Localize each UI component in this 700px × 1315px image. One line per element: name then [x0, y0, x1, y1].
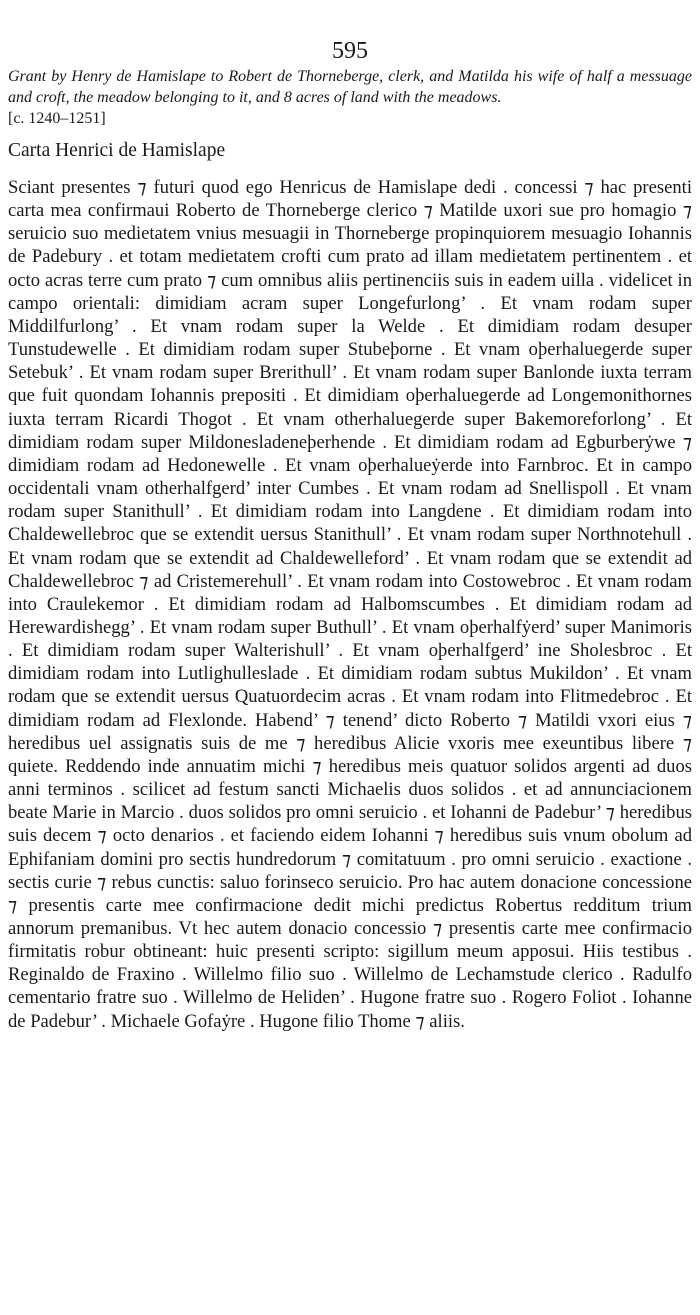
charter-date: [c. 1240–1251]	[8, 110, 106, 127]
page-number: 595	[332, 38, 368, 64]
charter-title: Carta Henrici de Hamislape	[8, 140, 226, 161]
document-page	[8, 36, 692, 1033]
charter-body-text: Sciant presentes ⁊ futuri quod ego Henricus de Hamislape dedi . concessi ⁊ hac presenti carta mea confirmaui Roberto de Thorneberge clerico ⁊ Matilde uxori sue pro homagio ⁊ seruicio suo medietatem vnius mesuagii in Thorneberge propinquiorem mesuagio Iohannis de Padebury . et totam medietatem crofti cum prato ad illam medietatem pertinentem . et octo acras terre cum prato ⁊ cum omnibus aliis pertinenciis suis in eadem uilla . videlicet in campo orientali: dimidiam acram super Longefurlong’ . Et vnam rodam super Middilfurlong’ . Et vnam rodam super la Welde . Et dimidiam rodam desuper Tunstudewelle . Et dimidiam rodam super Stubeþorne . Et vnam oþerhaluegerde super Setebuk’ . Et vnam rodam super Brerithull’ . Et vnam rodam super Banlonde iuxta terram que fuit quondam Iohannis prepositi . Et dimidiam oþerhaluegerde ad Longemonithornes iuxta terram Ricardi Thogot . Et vnam otherhaluegerde super Bakemoreforlong’ . Et dimidiam rodam super Mildonesladeneþerhende . Et dimidiam rodam ad Egburberẏwe ⁊ dimidiam rodam ad Hedonewelle . Et vnam oþerhalueẏerde into Farnbroc. Et in campo occidentali vnam otherhalfgerd’ inter Cumbes . Et vnam rodam ad Snellispoll . Et vnam rodam super Stanithull’ . Et dimidiam rodam into Langdene . Et dimidiam rodam into Chaldewellebroc que se extendit uersus Stanithull’ . Et vnam rodam super Northnotehull . Et vnam rodam que se extendit ad Chaldewelleford’ . Et vnam rodam que se extendit ad Chaldewellebroc ⁊ ad Cristemerehull’ . Et vnam rodam into Costowebroc . Et vnam rodam into Craulekemor . Et dimidiam rodam ad Halbomscumbes . Et dimidiam rodam ad Herewardishegg’ . Et vnam rodam super Buthull’ . Et vnam oþerhalfẏerd’ super Manimoris . Et dimidiam rodam super Walterishull’ . Et vnam oþerhalfgerd’ ine Sholesbroc . Et dimidiam rodam into Lutlighulleslade . Et dimidiam rodam subtus Mukildon’ . Et vnam rodam que se extendit uersus Quatuordecim acras . Et vnam rodam into Flitmedebroc . Et dimidiam rodam ad Flexlonde. Habend’ ⁊ tenend’ dicto Roberto ⁊ Matildi vxori eius ⁊ heredibus uel assignatis suis de me ⁊ heredibus Alicie vxoris mee exeuntibus libere ⁊ quiete. Reddendo inde annuatim michi ⁊ heredibus meis quatuor solidos argenti ad duos anni terminos . scilicet ad festum sancti Michaelis duos solidos . et ad annunciacionem beate Marie in Marcio . duos solidos pro omni seruicio . et Iohanni de Padebur’ ⁊ heredibus suis decem ⁊ octo denarios . et faciendo eidem Iohanni ⁊ heredibus suis vnum obolum ad Ephifaniam domini pro sectis hundredorum ⁊ comitatuum . pro omni seruicio . exactione . sectis curie ⁊ rebus cunctis: saluo forinseco seruicio. Pro hac autem donacione concessione ⁊ presentis carte mee confirmacione dedit michi predictus Robertus redditum trium annorum premanibus. Vt hec autem donacio concessio ⁊ presentis carte mee confirmacio firmitatis robur obtineant: huic presenti scripto: sigillum meum apposui. Hiis testibus . Reginaldo de Fraxino . Willelmo filio suo . Willelmo de Lechamstude clerico . Radulfo cementario fratre suo . Willelmo de Heliden’ . Hugone fratre suo . Rogero Foliot . Iohanne de Padebur’ . Michaele Gofaẏre . Hugone filio Thome ⁊ aliis.	[8, 177, 692, 1032]
charter-summary: Grant by Henry de Hamislape to Robert de Thorneberge, clerk, and Matilda his wife of half a messuage and croft, the meadow belonging to it, and 8 acres of land with the meadows.	[8, 68, 692, 106]
